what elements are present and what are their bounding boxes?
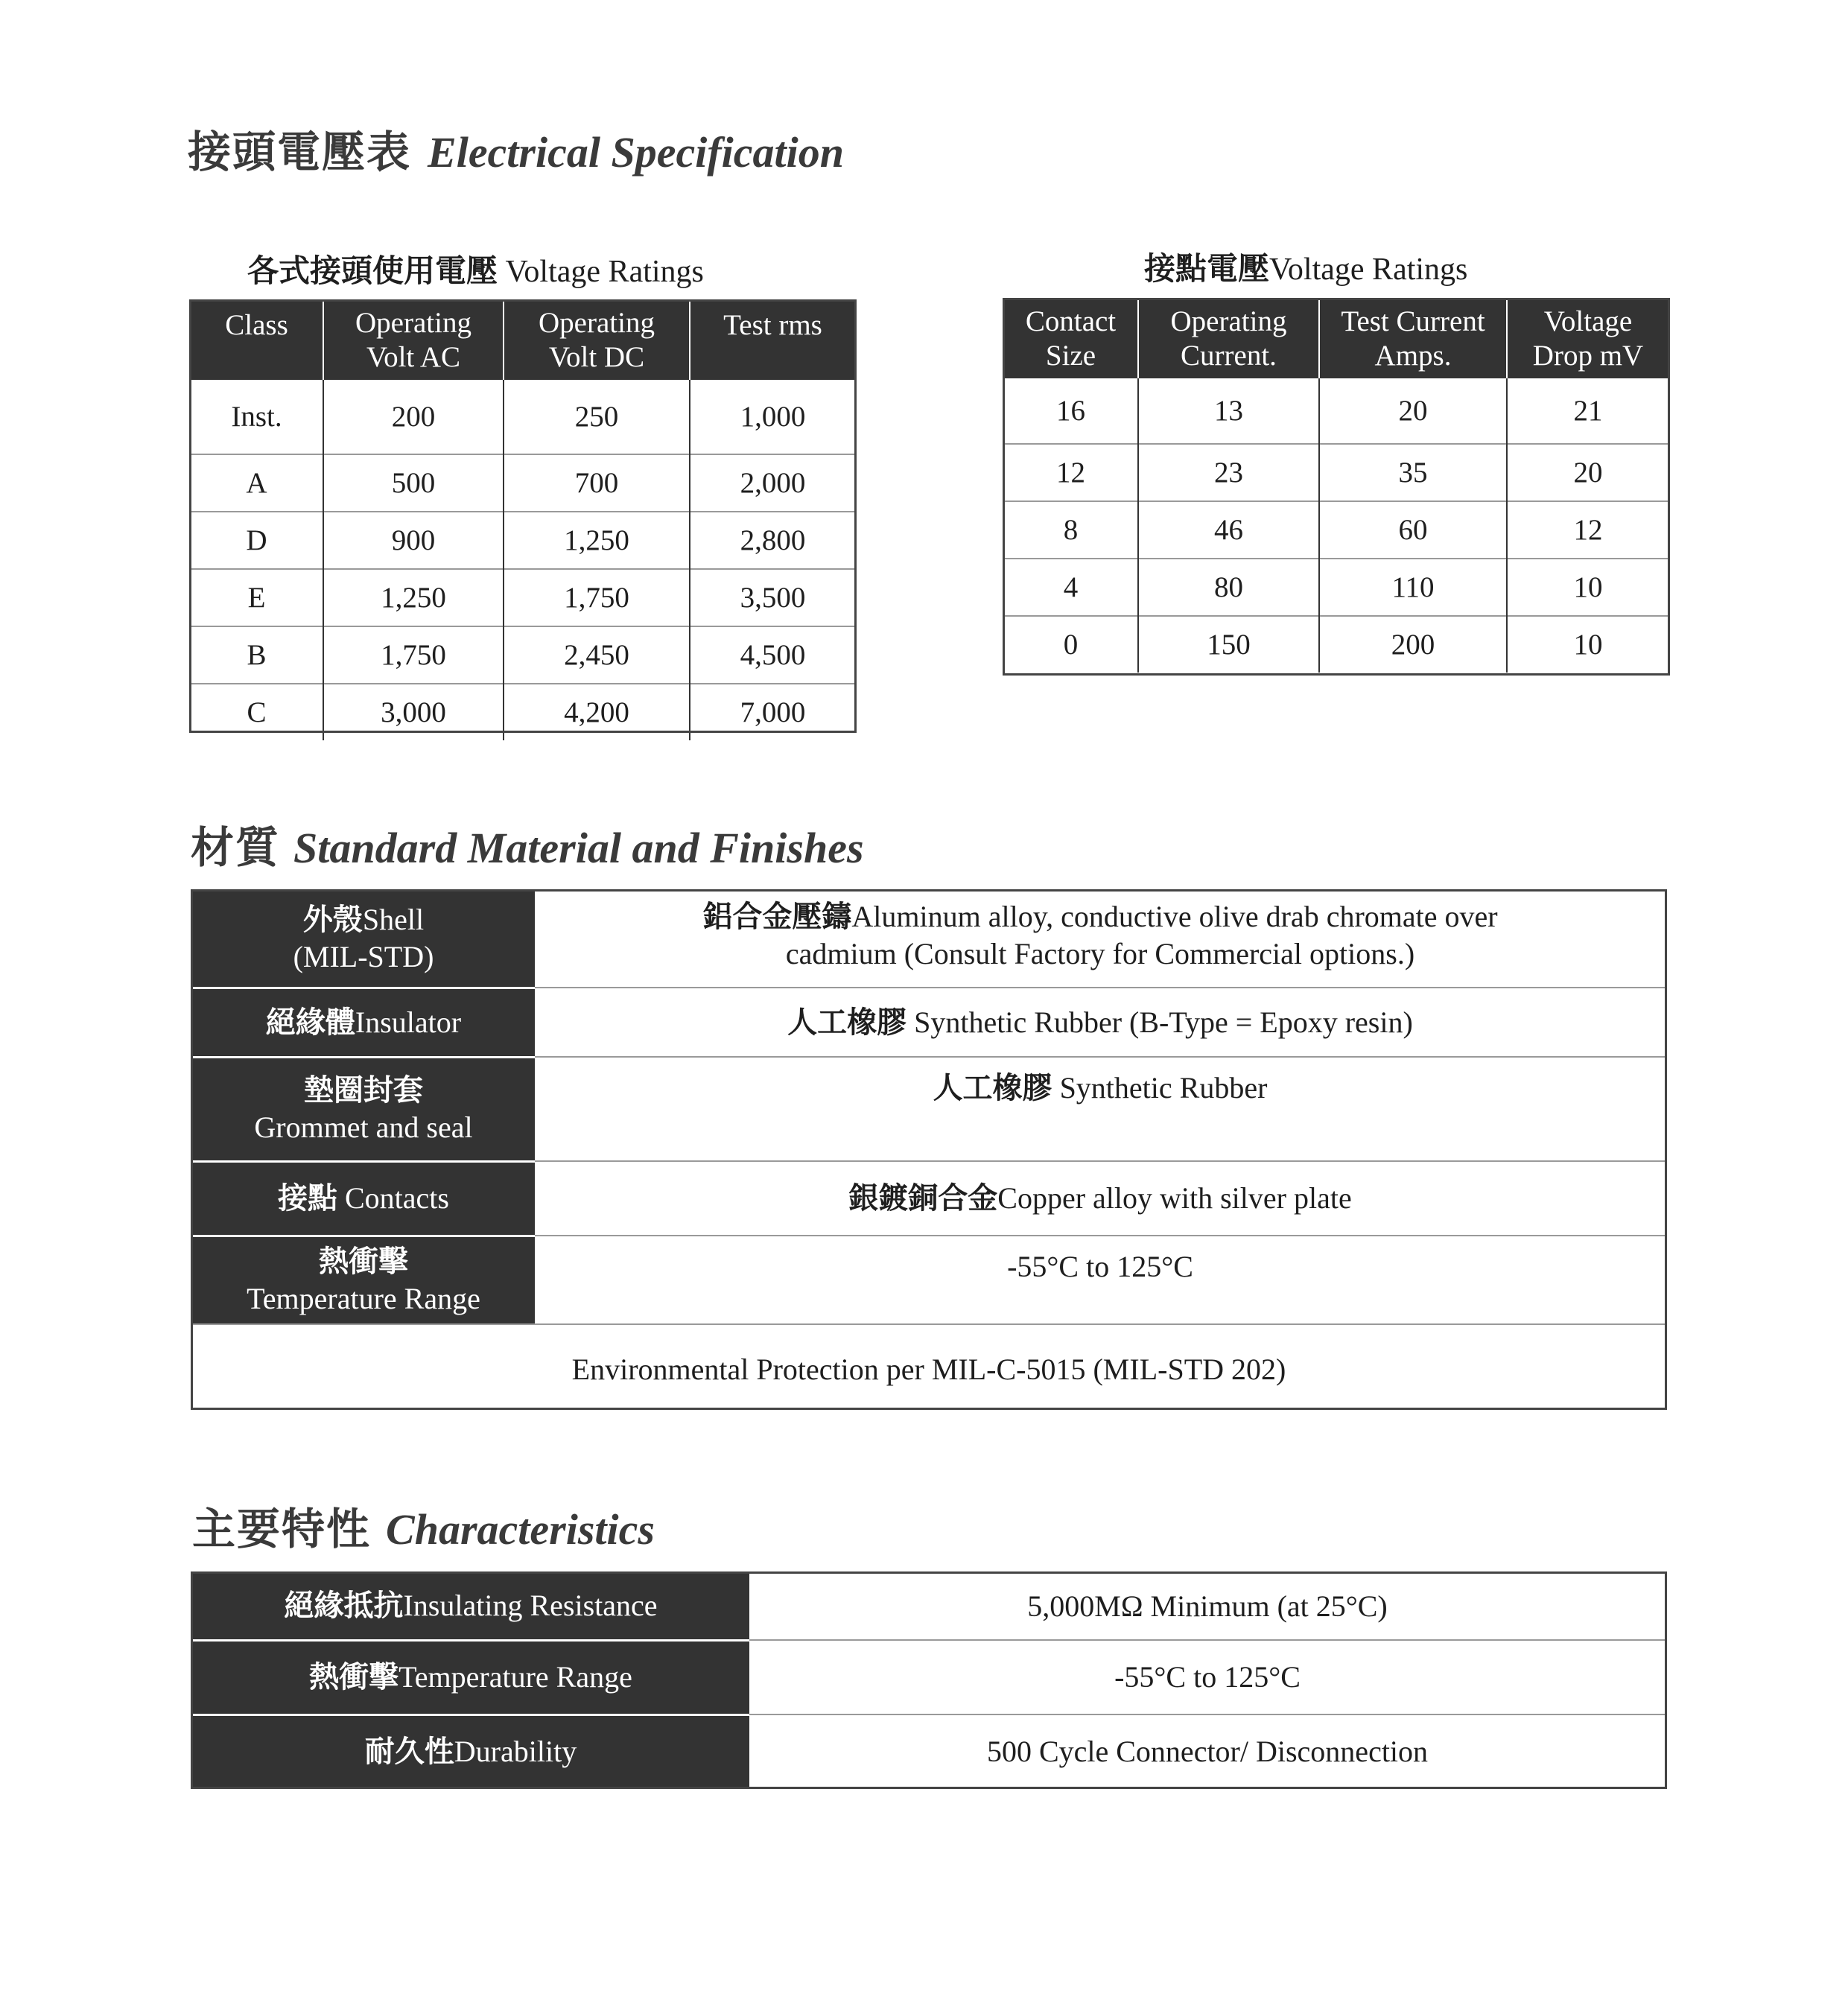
cell-operating-current: 80 — [1138, 559, 1319, 616]
material-footer-row — [192, 1324, 1666, 1414]
table-row — [1004, 501, 1668, 559]
material-row-temperature — [192, 1236, 1666, 1324]
shell-value: 鋁合金壓鑄Aluminum alloy, conductive olive drab chromate over cadmium (Consult Factory for Commercial options.) — [702, 900, 1498, 970]
caption-right-en: Voltage Ratings — [1269, 252, 1468, 287]
cell-volt-ac: 1,750 — [323, 626, 504, 684]
table-row — [191, 626, 855, 684]
cell-volt-dc: 700 — [504, 454, 690, 512]
cell-test-rms: 2,800 — [690, 512, 855, 569]
characteristics-section-title — [192, 1505, 655, 1554]
table-row — [191, 454, 855, 512]
environmental-protection-note: Environmental Protection per MIL-C-5015 (MIL-STD 202) — [192, 1324, 1666, 1414]
cell-test-rms: 1,000 — [690, 380, 855, 454]
table-row — [191, 512, 855, 569]
temperature-range-label: 熱衝擊Temperature Range — [192, 1640, 749, 1714]
characteristics-title-zh: 主要特性 — [192, 1505, 372, 1554]
col-header-test-current: Test Current Amps. — [1319, 299, 1507, 378]
cell-contact-size: 12 — [1004, 444, 1138, 501]
cell-test-current: 35 — [1319, 444, 1507, 501]
caption-right-zh: 接點電壓 — [1144, 252, 1270, 287]
table-header-row — [1004, 299, 1668, 378]
cell-voltage-drop: 12 — [1507, 501, 1668, 559]
temperature-label: 熱衝擊 Temperature Range — [192, 1236, 535, 1324]
cell-volt-dc: 250 — [504, 380, 690, 454]
table-row — [1004, 378, 1668, 444]
cell-class: B — [191, 626, 323, 684]
cell-volt-dc: 1,250 — [504, 512, 690, 569]
cell-operating-current: 150 — [1138, 616, 1319, 673]
material-title-zh: 材質 — [191, 824, 281, 872]
cell-test-current: 20 — [1319, 378, 1507, 444]
voltage-ratings-table — [191, 301, 855, 740]
cell-voltage-drop: 20 — [1507, 444, 1668, 501]
characteristics-table — [192, 1573, 1666, 1787]
material-title-en: Standard Material and Finishes — [293, 824, 864, 872]
cell-contact-size: 4 — [1004, 559, 1138, 616]
insulating-resistance-value: 5,000MΩ Minimum (at 25°C) — [1027, 1589, 1388, 1623]
electrical-section-title — [188, 128, 844, 177]
cell-voltage-drop: 10 — [1507, 559, 1668, 616]
cell-class: C — [191, 684, 323, 740]
cell-volt-ac: 900 — [323, 512, 504, 569]
table-row — [1004, 559, 1668, 616]
col-header-class: Class — [191, 301, 323, 380]
electrical-title-en: Electrical Specification — [428, 128, 844, 177]
col-header-operating-current: Operating Current. — [1138, 299, 1319, 378]
voltage-ratings-caption-left — [247, 256, 704, 287]
cell-operating-current: 46 — [1138, 501, 1319, 559]
cell-test-rms: 3,500 — [690, 569, 855, 626]
material-row-insulator — [192, 988, 1666, 1057]
col-header-voltage-drop: Voltage Drop mV — [1507, 299, 1668, 378]
contact-voltage-table — [1004, 299, 1668, 673]
cell-class: E — [191, 569, 323, 626]
cell-voltage-drop: 21 — [1507, 378, 1668, 444]
cell-test-current: 200 — [1319, 616, 1507, 673]
cell-operating-current: 13 — [1138, 378, 1319, 444]
contacts-label: 接點 Contacts — [192, 1161, 535, 1236]
cell-class: Inst. — [231, 401, 282, 433]
col-header-contact-size: Contact Size — [1004, 299, 1138, 378]
col-header-test-rms: Test rms — [690, 301, 855, 380]
col-header-operating-dc: Operating Volt DC — [504, 301, 690, 380]
table-row — [1004, 616, 1668, 673]
cell-volt-ac: 200 — [323, 380, 504, 454]
characteristics-title-en: Characteristics — [386, 1505, 655, 1554]
characteristics-row-durability — [192, 1714, 1666, 1787]
cell-volt-ac: 1,250 — [323, 569, 504, 626]
contacts-value: 銀鍍銅合金Copper alloy with silver plate — [535, 1161, 1666, 1236]
cell-test-rms: 2,000 — [690, 454, 855, 512]
insulator-value: 人工橡膠 Synthetic Rubber (B-Type = Epoxy resin) — [535, 988, 1666, 1057]
cell-volt-ac: 3,000 — [323, 684, 504, 740]
cell-voltage-drop: 10 — [1507, 616, 1668, 673]
shell-label: 外殼Shell (MIL-STD) — [192, 891, 535, 988]
cell-volt-dc: 2,450 — [504, 626, 690, 684]
material-row-contacts — [192, 1161, 1666, 1236]
cell-contact-size: 8 — [1004, 501, 1138, 559]
col-header-operating-ac: Operating Volt AC — [323, 301, 504, 380]
durability-value: 500 Cycle Connector/ Disconnection — [749, 1714, 1666, 1787]
material-section-title — [191, 824, 864, 872]
voltage-ratings-caption-right — [1144, 254, 1467, 285]
material-row-shell — [192, 891, 1666, 988]
cell-test-current: 110 — [1319, 559, 1507, 616]
insulator-label: 絕緣體Insulator — [192, 988, 535, 1057]
grommet-label: 墊圈封套 Grommet and seal — [192, 1057, 535, 1161]
cell-test-current: 60 — [1319, 501, 1507, 559]
durability-label: 耐久性Durability — [192, 1714, 749, 1787]
table-row — [1004, 444, 1668, 501]
cell-contact-size: 0 — [1004, 616, 1138, 673]
table-header-row — [191, 301, 855, 380]
table-row — [191, 569, 855, 626]
electrical-title-zh: 接頭電壓表 — [188, 128, 412, 177]
caption-left-zh: 各式接頭使用電壓 — [247, 255, 498, 289]
temperature-range-value: -55°C to 125°C — [749, 1640, 1666, 1714]
cell-test-rms: 4,500 — [690, 626, 855, 684]
cell-volt-ac: 500 — [323, 454, 504, 512]
insulating-resistance-label: 絕緣抵抗Insulating Resistance — [192, 1573, 749, 1640]
cell-class: D — [191, 512, 323, 569]
cell-volt-dc: 1,750 — [504, 569, 690, 626]
caption-left-en: Voltage Ratings — [505, 255, 704, 289]
material-table — [192, 891, 1666, 1414]
cell-test-rms: 7,000 — [690, 684, 855, 740]
cell-class: A — [191, 454, 323, 512]
cell-volt-dc: 4,200 — [504, 684, 690, 740]
table-row — [191, 380, 855, 454]
temperature-value: -55°C to 125°C — [535, 1236, 1666, 1324]
cell-operating-current: 23 — [1138, 444, 1319, 501]
material-row-grommet — [192, 1057, 1666, 1161]
table-row — [191, 684, 855, 740]
characteristics-row-temperature-range — [192, 1640, 1666, 1714]
grommet-value: 人工橡膠 Synthetic Rubber — [535, 1057, 1666, 1161]
cell-contact-size: 16 — [1056, 395, 1085, 427]
characteristics-row-insulating-resistance — [192, 1573, 1666, 1640]
